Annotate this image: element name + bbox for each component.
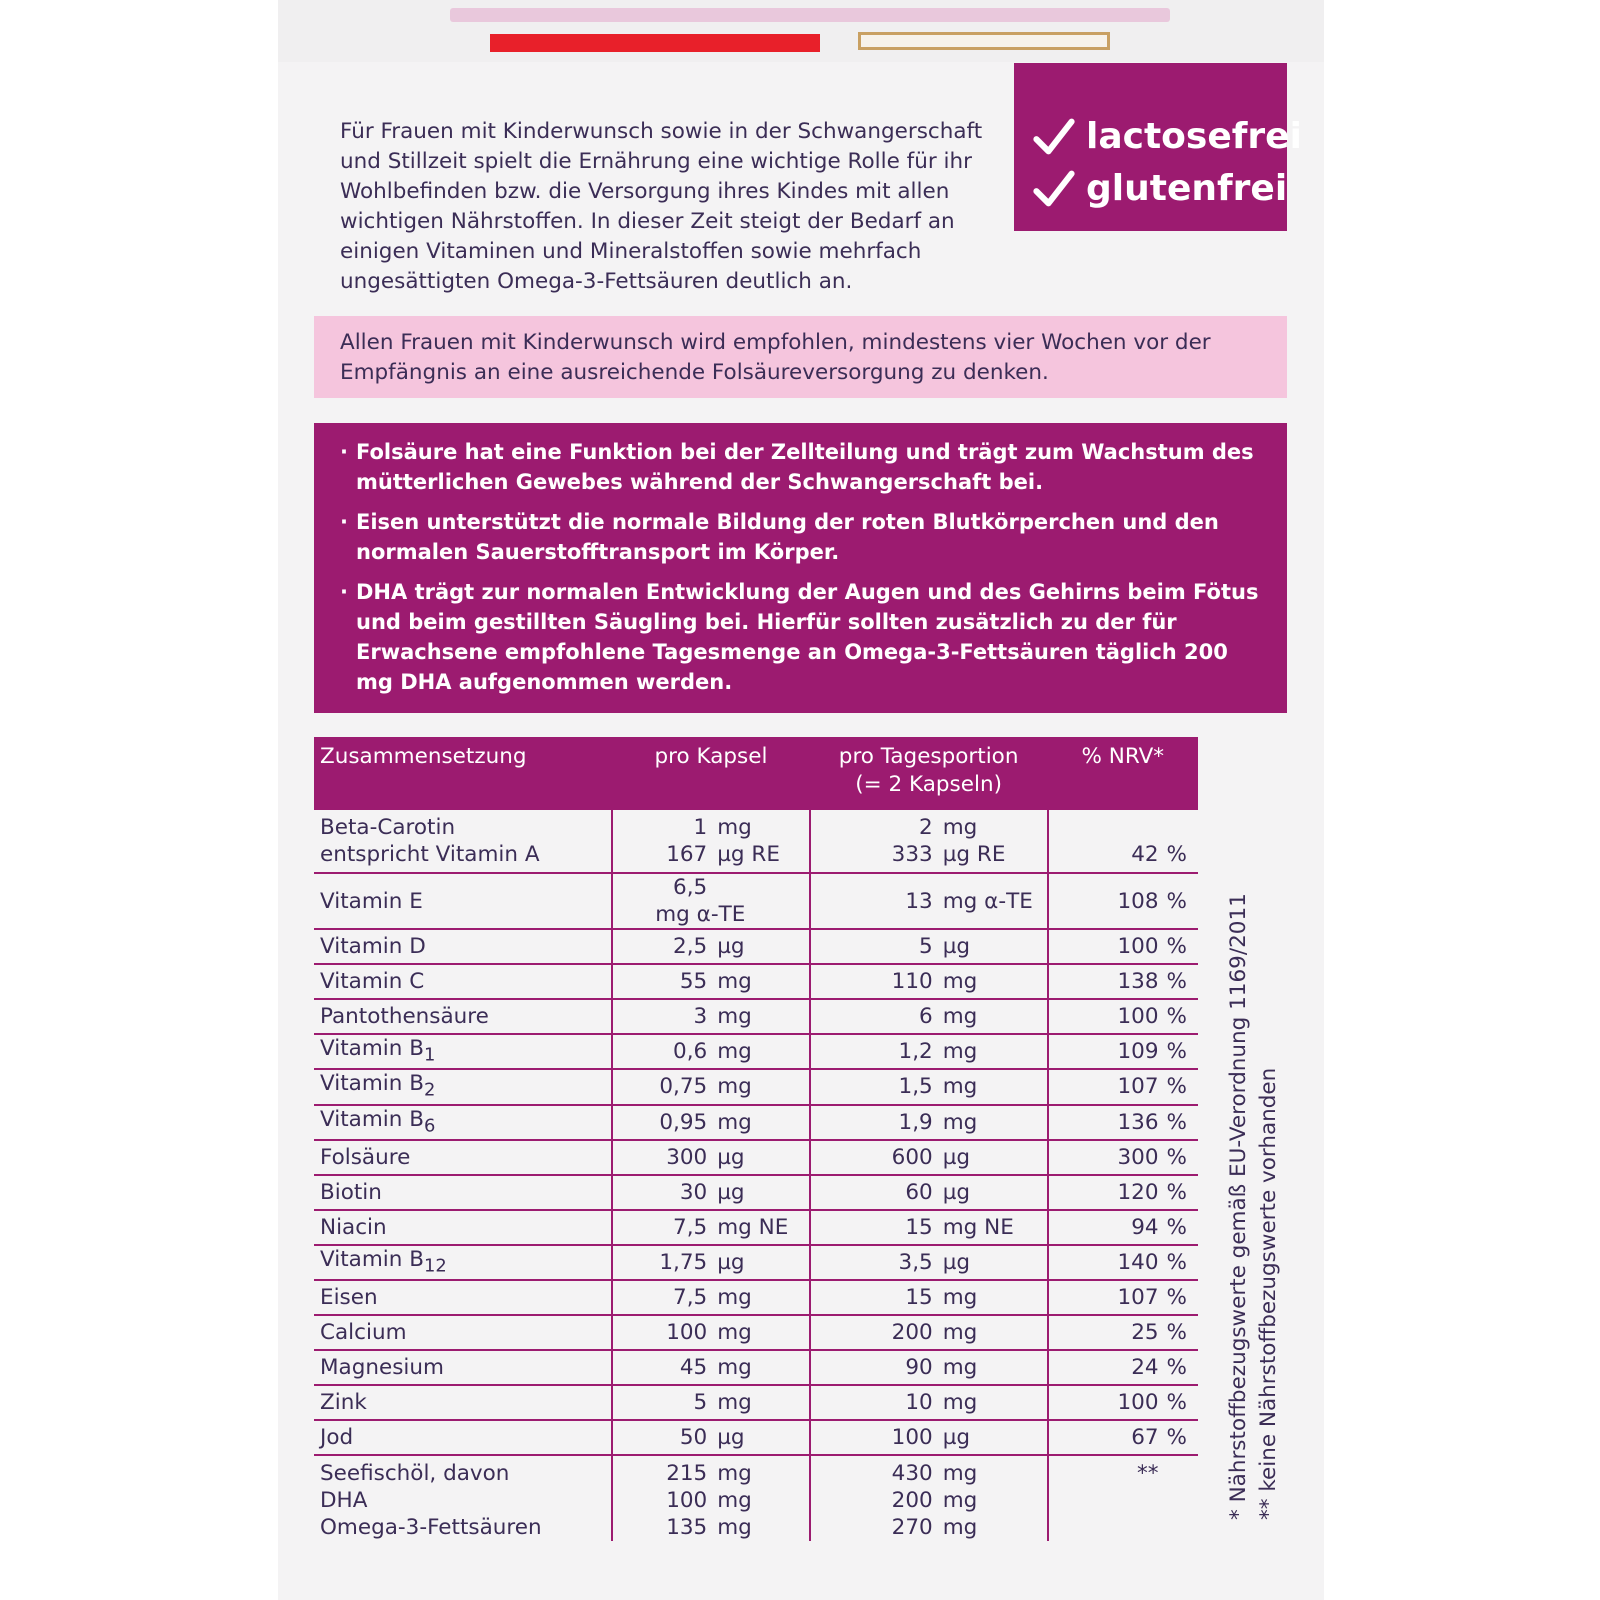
table-row-beta-carotin: [314, 810, 1198, 873]
nrv-unit: %: [1166, 934, 1187, 959]
nrv-amount: 138: [1117, 969, 1159, 994]
amount: 200: [891, 1488, 933, 1514]
unit: mg: [717, 1515, 752, 1541]
unit: mg α-TE: [655, 902, 746, 927]
nutrient-name: [314, 1140, 612, 1175]
nrv-amount: 300: [1117, 1144, 1159, 1170]
nutrient-subscript: 6: [423, 1114, 436, 1136]
header-nrv: % NRV*: [1048, 737, 1198, 810]
per-day-value: [810, 1385, 1048, 1420]
unit: mg: [942, 969, 978, 994]
amount: 5: [693, 1390, 708, 1416]
amount: 60: [905, 1179, 933, 1205]
amount: 430: [891, 1461, 933, 1487]
nutrition-table: [314, 737, 1198, 1541]
nutrient-name: [314, 1034, 612, 1069]
amount: 1,5: [898, 1074, 933, 1100]
unit: mg: [942, 815, 978, 840]
per-day-value: [810, 1455, 1048, 1541]
badge-gluten: [1032, 163, 1287, 215]
nrv-value: [1048, 1420, 1198, 1455]
nutrient-name-line2: entspricht Vitamin A: [320, 842, 540, 867]
nrv-value: [1048, 999, 1198, 1034]
per-capsule-value: [612, 1350, 809, 1385]
amount: 600: [891, 1144, 933, 1170]
table-row: [314, 1420, 1198, 1455]
free-from-badge: [1014, 63, 1302, 231]
amount: 13: [905, 888, 933, 914]
amount: 3: [693, 1004, 708, 1029]
amount: 5: [919, 934, 933, 959]
footnote-no-nrv: ** keine Nährstoffbezugswerte vorhanden: [1256, 1067, 1281, 1520]
unit: mg α-TE: [942, 888, 1033, 914]
per-capsule-value: [612, 1280, 809, 1315]
unit: mg: [717, 1285, 752, 1311]
nrv-unit: %: [1166, 842, 1187, 867]
unit: mg: [717, 1039, 752, 1065]
nrv-unit: %: [1166, 969, 1187, 994]
recommendation-box: Allen Frauen mit Kinderwunsch wird empfohlen, mindestens vier Wochen vor der Empfängnis an eine ausreichende Folsäureversorgung zu denken.: [314, 316, 1287, 398]
nutrient-label: Niacin: [320, 1214, 387, 1240]
amount: 0,6: [673, 1039, 708, 1065]
nrv-value: [1048, 929, 1198, 964]
nutrient-name: [314, 873, 612, 929]
per-day-value: [810, 1245, 1048, 1280]
table-row: [314, 1315, 1198, 1350]
intro-text: Für Frauen mit Kinderwunsch sowie in der Schwangerschaft und Stillzeit spielt die Ernährung eine wichtige Rolle für ihr Wohlbefinden bzw. die Versorgung ihres Kindes mit allen wichtigen Nährstoffen. In dieser Zeit steigt der Bedarf an einigen Vitaminen und Mineralstoffen sowie mehrfach ungesättigten Omega-3-Fettsäuren deutlich an.: [340, 119, 983, 294]
unit: mg: [942, 1320, 978, 1346]
table-row: [314, 1069, 1198, 1104]
unit: mg: [942, 1390, 978, 1416]
per-day-value: [810, 1175, 1048, 1210]
table-row: [314, 1140, 1198, 1175]
flap-brand-strip: [450, 8, 1170, 22]
amount: 30: [679, 1179, 708, 1205]
nutrient-name: [314, 929, 612, 964]
unit: mg: [717, 1074, 752, 1100]
benefit-item: · Folsäure hat eine Funktion bei der Zellteilung und trägt zum Wachstum des mütterlichen Gewebes während der Schwangerschaft bei.: [340, 437, 1267, 497]
amount: 2,5: [673, 934, 708, 959]
amount: 10: [905, 1390, 933, 1416]
unit: mg: [717, 1004, 752, 1029]
nrv-value: [1048, 1210, 1198, 1245]
nrv-unit: %: [1166, 1214, 1187, 1240]
unit: µg: [942, 1179, 971, 1205]
nutrient-name: [314, 964, 612, 999]
nrv-value: [1048, 964, 1198, 999]
per-day-value: [810, 1210, 1048, 1245]
per-capsule-value: [612, 1245, 809, 1280]
unit: µg: [717, 934, 745, 959]
nrv-unit: %: [1166, 1179, 1187, 1205]
nrv-value: [1048, 1280, 1198, 1315]
unit: mg: [717, 969, 752, 994]
unit: µg: [717, 1425, 745, 1451]
nrv-value: [1048, 1034, 1198, 1069]
unit: mg: [717, 1488, 752, 1514]
table-row-fish-oil: [314, 1455, 1198, 1541]
nrv-value: [1048, 1140, 1198, 1175]
nrv-amount: 94: [1131, 1214, 1159, 1240]
nrv-amount: 120: [1117, 1179, 1159, 1205]
nrv-unit: %: [1166, 1039, 1187, 1065]
nrv-amount: 109: [1117, 1039, 1159, 1065]
amount: 300: [666, 1144, 708, 1170]
nutrient-name: [314, 1385, 612, 1420]
amount: 6: [919, 1004, 933, 1029]
nutrient-label: Zink: [320, 1390, 367, 1416]
per-capsule-value: [612, 964, 809, 999]
amount: 7,5: [673, 1285, 708, 1311]
footnotes: [1224, 880, 1314, 1520]
nrv-unit: %: [1166, 1250, 1187, 1276]
header-composition: Zusammensetzung: [314, 737, 612, 810]
nrv-value: [1048, 1385, 1198, 1420]
table-row: [314, 964, 1198, 999]
nutrient-name: [314, 1210, 612, 1245]
nutrient-name: [314, 1245, 612, 1280]
per-capsule-value: [612, 1315, 809, 1350]
nutrient-name-line1: Beta-Carotin: [320, 815, 456, 840]
per-day-value: [810, 1034, 1048, 1069]
nrv-unit: %: [1166, 1109, 1187, 1135]
nutrient-name-line: DHA: [320, 1488, 368, 1514]
per-day-value: [810, 929, 1048, 964]
amount: 0,75: [659, 1074, 708, 1100]
nrv-amount: 140: [1117, 1250, 1159, 1276]
nrv-amount: 24: [1131, 1355, 1159, 1381]
nrv-unit: %: [1166, 1285, 1187, 1311]
nrv-value: [1048, 1455, 1198, 1541]
nrv-value: [1048, 873, 1198, 929]
amount: 167: [666, 842, 708, 867]
amount: 45: [679, 1355, 708, 1381]
nutrient-name: [314, 1105, 612, 1140]
header-per-capsule: pro Kapsel: [612, 737, 809, 810]
nrv-value: [1048, 1175, 1198, 1210]
nutrient-subscript: 2: [423, 1079, 436, 1101]
unit: µg RE: [942, 842, 1006, 867]
unit: mg: [717, 1109, 752, 1135]
unit: mg NE: [717, 1214, 789, 1240]
nutrient-label: Folsäure: [320, 1144, 411, 1170]
per-day-value: [810, 1069, 1048, 1104]
benefit-item: · Eisen unterstützt die normale Bildung der roten Blutkörperchen und den normalen Sauerstofftransport im Körper.: [340, 507, 1267, 567]
nutrient-name: [314, 1420, 612, 1455]
nrv-value: [1048, 1315, 1198, 1350]
per-capsule-value: [612, 1034, 809, 1069]
table-row: [314, 873, 1198, 929]
nutrient-label: Vitamin B: [320, 1106, 424, 1132]
nutrient-label: Vitamin D: [320, 934, 426, 959]
nutrient-name: [314, 1350, 612, 1385]
nutrient-subscript: 1: [423, 1044, 436, 1066]
amount: 15: [905, 1214, 933, 1240]
amount: 1,2: [898, 1039, 933, 1065]
per-capsule-value: [612, 1420, 809, 1455]
amount: 50: [679, 1425, 708, 1451]
unit: mg: [942, 1515, 978, 1541]
nrv-unit: %: [1166, 1144, 1187, 1170]
unit: mg: [942, 1004, 978, 1029]
nutrient-name: [314, 1280, 612, 1315]
nutrient-name-line: Omega-3-Fettsäuren: [320, 1515, 542, 1541]
nrv-unit: %: [1166, 888, 1187, 914]
nutrient-subscript: 12: [423, 1255, 447, 1277]
unit: mg: [942, 1285, 978, 1311]
table-row: [314, 1034, 1198, 1069]
nutrient-label: Magnesium: [320, 1355, 444, 1381]
nrv-amount: 100: [1117, 934, 1159, 959]
nutrient-label: Jod: [320, 1425, 354, 1451]
header-per-day-line1: pro Tagesportion: [838, 744, 1019, 769]
per-capsule-value: [612, 1210, 809, 1245]
per-day-value: [810, 1280, 1048, 1315]
benefit-item: · DHA trägt zur normalen Entwicklung der Augen und des Gehirns beim Fötus und beim gestillten Säugling bei. Hierfür sollten zusätzlich zu der für Erwachsene empfohlene Tagesmenge an Omega-3-Fettsäuren täglich 200 mg DHA aufgenommen werden.: [340, 577, 1267, 697]
unit: mg NE: [942, 1214, 1014, 1240]
amount: 6,5: [673, 875, 708, 900]
per-day-value: [810, 1315, 1048, 1350]
amount: 1,75: [659, 1250, 708, 1276]
per-capsule-value: [612, 929, 809, 964]
amount: 7,5: [673, 1214, 708, 1240]
amount: 100: [666, 1320, 708, 1346]
nrv-unit: %: [1166, 1425, 1187, 1451]
amount: 90: [905, 1355, 933, 1381]
per-capsule-value: [612, 1069, 809, 1104]
flap-logo-label: [858, 32, 1110, 50]
amount: 2: [919, 815, 933, 840]
nutrient-name: [314, 1175, 612, 1210]
table-row: [314, 1350, 1198, 1385]
flap-red-label: [490, 34, 820, 52]
nutrient-label: Vitamin B: [320, 1071, 424, 1097]
per-capsule-value: [612, 1105, 809, 1140]
nutrient-label: Vitamin B: [320, 1036, 424, 1061]
unit: mg: [942, 1039, 978, 1065]
nrv-amount: 42: [1131, 842, 1159, 867]
per-capsule-value: [612, 873, 809, 929]
per-day-value: [810, 999, 1048, 1034]
nrv-value: [1048, 1350, 1198, 1385]
badge-lactose: [1032, 111, 1302, 163]
per-day-value: [810, 1140, 1048, 1175]
header-per-day-line2: (= 2 Kapseln): [855, 772, 1002, 797]
nutrient-name: [314, 1315, 612, 1350]
nrv-value: [1048, 1105, 1198, 1140]
unit: µg: [717, 1250, 745, 1276]
amount: 3,5: [898, 1250, 933, 1276]
unit: µg: [717, 1179, 745, 1205]
per-day-value: [810, 1420, 1048, 1455]
nutrient-label: Calcium: [320, 1320, 407, 1346]
per-capsule-value: [612, 1175, 809, 1210]
nutrient-label: Biotin: [320, 1179, 382, 1205]
nrv-amount: 107: [1117, 1074, 1159, 1100]
unit: µg: [942, 934, 971, 959]
badge-label: lactosefrei: [1086, 116, 1302, 157]
per-capsule-value: [612, 1455, 809, 1541]
per-day-value: [810, 810, 1048, 873]
per-capsule-value: [612, 810, 809, 873]
table-row: [314, 1175, 1198, 1210]
per-capsule-value: [612, 1385, 809, 1420]
nrv-amount: 100: [1117, 1390, 1159, 1416]
per-day-value: [810, 964, 1048, 999]
amount: 1: [693, 815, 708, 840]
table-header-row: [314, 737, 1198, 810]
nrv-unit: %: [1166, 1074, 1187, 1100]
amount: 333: [891, 842, 933, 867]
nutrient-label: Vitamin C: [320, 969, 425, 994]
amount: 215: [666, 1461, 708, 1487]
nrv-amount: 107: [1117, 1285, 1159, 1311]
nrv-amount: 100: [1117, 1004, 1159, 1029]
badge-label: glutenfrei: [1086, 168, 1288, 209]
amount: 0,95: [659, 1109, 708, 1135]
unit: µg RE: [717, 842, 780, 867]
nutrient-name: [314, 999, 612, 1034]
footnote-nrv: * Nährstoffbezugswerte gemäß EU-Verordnung 1169/2011: [1226, 893, 1251, 1520]
unit: µg: [942, 1144, 971, 1170]
table-row: [314, 1280, 1198, 1315]
amount: 15: [905, 1285, 933, 1311]
nutrient-label: Vitamin B: [320, 1246, 424, 1272]
nutrient-name: [314, 810, 612, 873]
table-row: [314, 999, 1198, 1034]
unit: mg: [717, 815, 752, 840]
unit: mg: [942, 1355, 978, 1381]
table-row: [314, 929, 1198, 964]
unit: mg: [717, 1320, 752, 1346]
per-day-value: [810, 1105, 1048, 1140]
unit: µg: [717, 1144, 745, 1170]
amount: 270: [891, 1515, 933, 1541]
unit: mg: [717, 1461, 752, 1487]
amount: 135: [666, 1515, 708, 1541]
amount: 110: [891, 969, 933, 994]
unit: mg: [942, 1488, 978, 1514]
nutrient-name: [314, 1455, 612, 1541]
nutrient-label: Eisen: [320, 1285, 378, 1311]
check-icon: [1032, 167, 1076, 211]
unit: mg: [942, 1074, 978, 1100]
nutrient-label: Pantothensäure: [320, 1004, 489, 1029]
nrv-unit: %: [1166, 1004, 1187, 1029]
nrv-amount: 108: [1117, 888, 1159, 914]
header-per-day: [810, 737, 1048, 810]
nrv-amount: 67: [1131, 1425, 1159, 1451]
nutrient-name-line: Seefischöl, davon: [320, 1461, 510, 1487]
nrv-amount: 25: [1131, 1320, 1159, 1346]
benefits-list: [314, 423, 1287, 713]
nutrient-label: Vitamin E: [320, 888, 423, 914]
nutrient-name: [314, 1069, 612, 1104]
per-day-value: [810, 1350, 1048, 1385]
unit: mg: [942, 1109, 978, 1135]
table-row: [314, 1385, 1198, 1420]
nrv-value: [1048, 1245, 1198, 1280]
per-capsule-value: [612, 999, 809, 1034]
per-capsule-value: [612, 1140, 809, 1175]
nrv-unit: %: [1166, 1390, 1187, 1416]
check-icon: [1032, 115, 1076, 159]
unit: mg: [942, 1461, 978, 1487]
nrv-unit: %: [1166, 1320, 1187, 1346]
table-row: [314, 1105, 1198, 1140]
amount: 100: [891, 1425, 933, 1451]
per-day-value: [810, 873, 1048, 929]
table-row: [314, 1245, 1198, 1280]
nrv-value: [1048, 1069, 1198, 1104]
unit: mg: [717, 1390, 752, 1416]
nrv-value: [1048, 810, 1198, 873]
amount: 200: [891, 1320, 933, 1346]
unit: µg: [942, 1250, 971, 1276]
nrv-unit: %: [1166, 1355, 1187, 1381]
nrv-amount: **: [1137, 1461, 1159, 1487]
table-row: [314, 1210, 1198, 1245]
unit: µg: [942, 1425, 971, 1451]
amount: 1,9: [898, 1109, 933, 1135]
nrv-amount: 136: [1117, 1109, 1159, 1135]
amount: 100: [666, 1488, 708, 1514]
unit: mg: [717, 1355, 752, 1381]
amount: 55: [679, 969, 708, 994]
